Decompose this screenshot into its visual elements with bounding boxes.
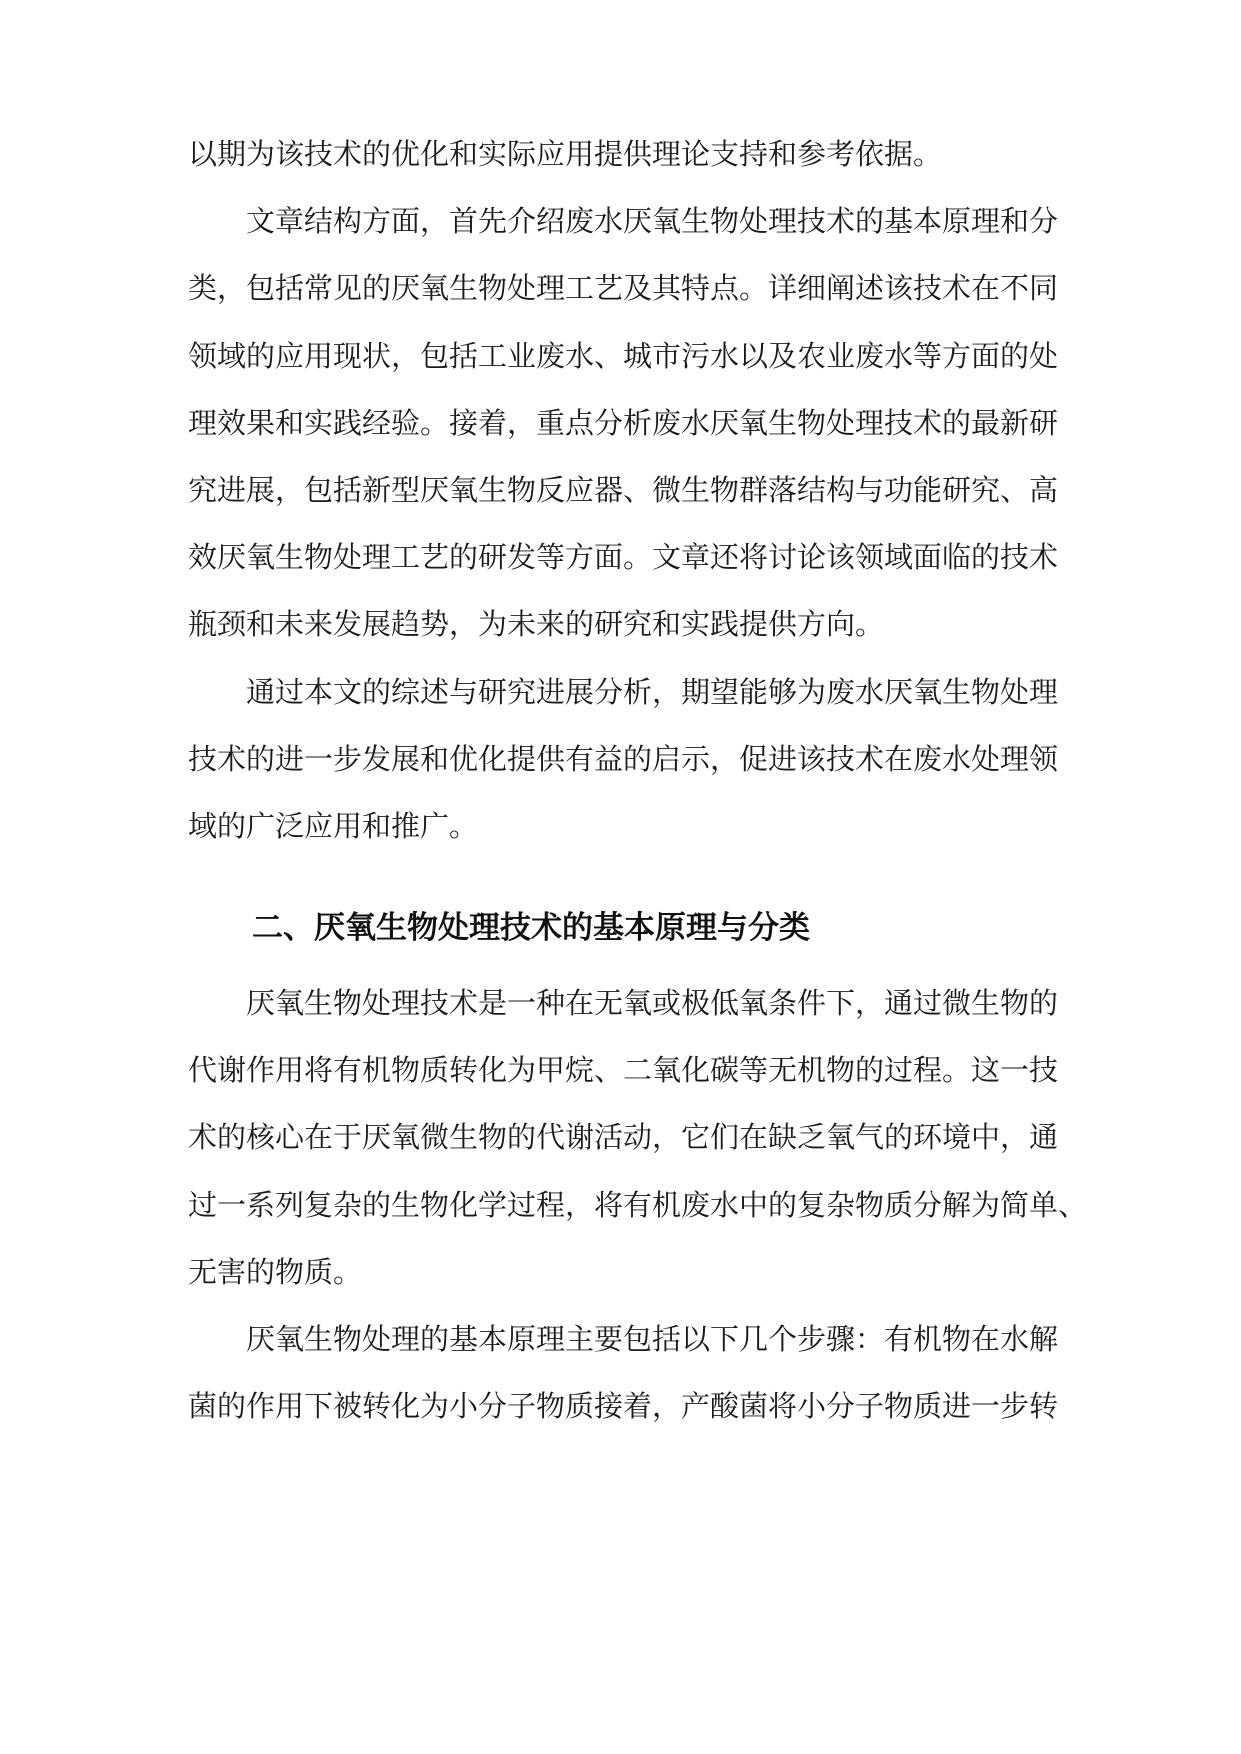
paragraph-2-line-2: 类，包括常见的厌氧生物处理工艺及其特点。详细阐述该技术在不同 [188, 271, 1059, 305]
paragraph-2-line-3: 领域的应用现状，包括工业废水、城市污水以及农业废水等方面的处 [188, 339, 1059, 373]
section-paragraph-2-line-2: 菌的作用下被转化为小分子物质接着，产酸菌将小分子物质进一步转 [188, 1389, 1059, 1423]
paragraph-2-line-4: 理效果和实践经验。接着，重点分析废水厌氧生物处理技术的最新研 [188, 406, 1059, 440]
paragraph-1-line-1: 以期为该技术的优化和实际应用提供理论支持和参考依据。 [188, 137, 943, 171]
paragraph-3-line-2: 技术的进一步发展和优化提供有益的启示，促进该技术在废水处理领 [188, 742, 1059, 776]
paragraph-2-line-1: 文章结构方面，首先介绍废水厌氧生物处理技术的基本原理和分 [246, 204, 1059, 238]
paragraph-2-line-7: 瓶颈和未来发展趋势，为未来的研究和实践提供方向。 [188, 607, 885, 641]
section-paragraph-1-line-1: 厌氧生物处理技术是一种在无氧或极低氧条件下，通过微生物的 [246, 986, 1059, 1020]
section-paragraph-1-line-2: 代谢作用将有机物质转化为甲烷、二氧化碳等无机物的过程。这一技 [188, 1053, 1059, 1087]
section-heading: 二、厌氧生物处理技术的基本原理与分类 [252, 910, 810, 946]
paragraph-2-line-6: 效厌氧生物处理工艺的研发等方面。文章还将讨论该领域面临的技术 [188, 540, 1059, 574]
section-paragraph-1-line-5: 无害的物质。 [188, 1255, 363, 1289]
section-paragraph-2-line-1: 厌氧生物处理的基本原理主要包括以下几个步骤：有机物在水解 [246, 1322, 1059, 1356]
section-paragraph-1-line-3: 术的核心在于厌氧微生物的代谢活动，它们在缺乏氧气的环境中，通 [188, 1120, 1059, 1154]
section-paragraph-1-line-4: 过一系列复杂的生物化学过程，将有机废水中的复杂物质分解为简单、 [188, 1188, 1088, 1222]
paragraph-3-line-3: 域的广泛应用和推广。 [188, 809, 479, 843]
paragraph-3-line-1: 通过本文的综述与研究进展分析，期望能够为废水厌氧生物处理 [246, 675, 1059, 709]
paragraph-2-line-5: 究进展，包括新型厌氧生物反应器、微生物群落结构与功能研究、高 [188, 473, 1059, 507]
